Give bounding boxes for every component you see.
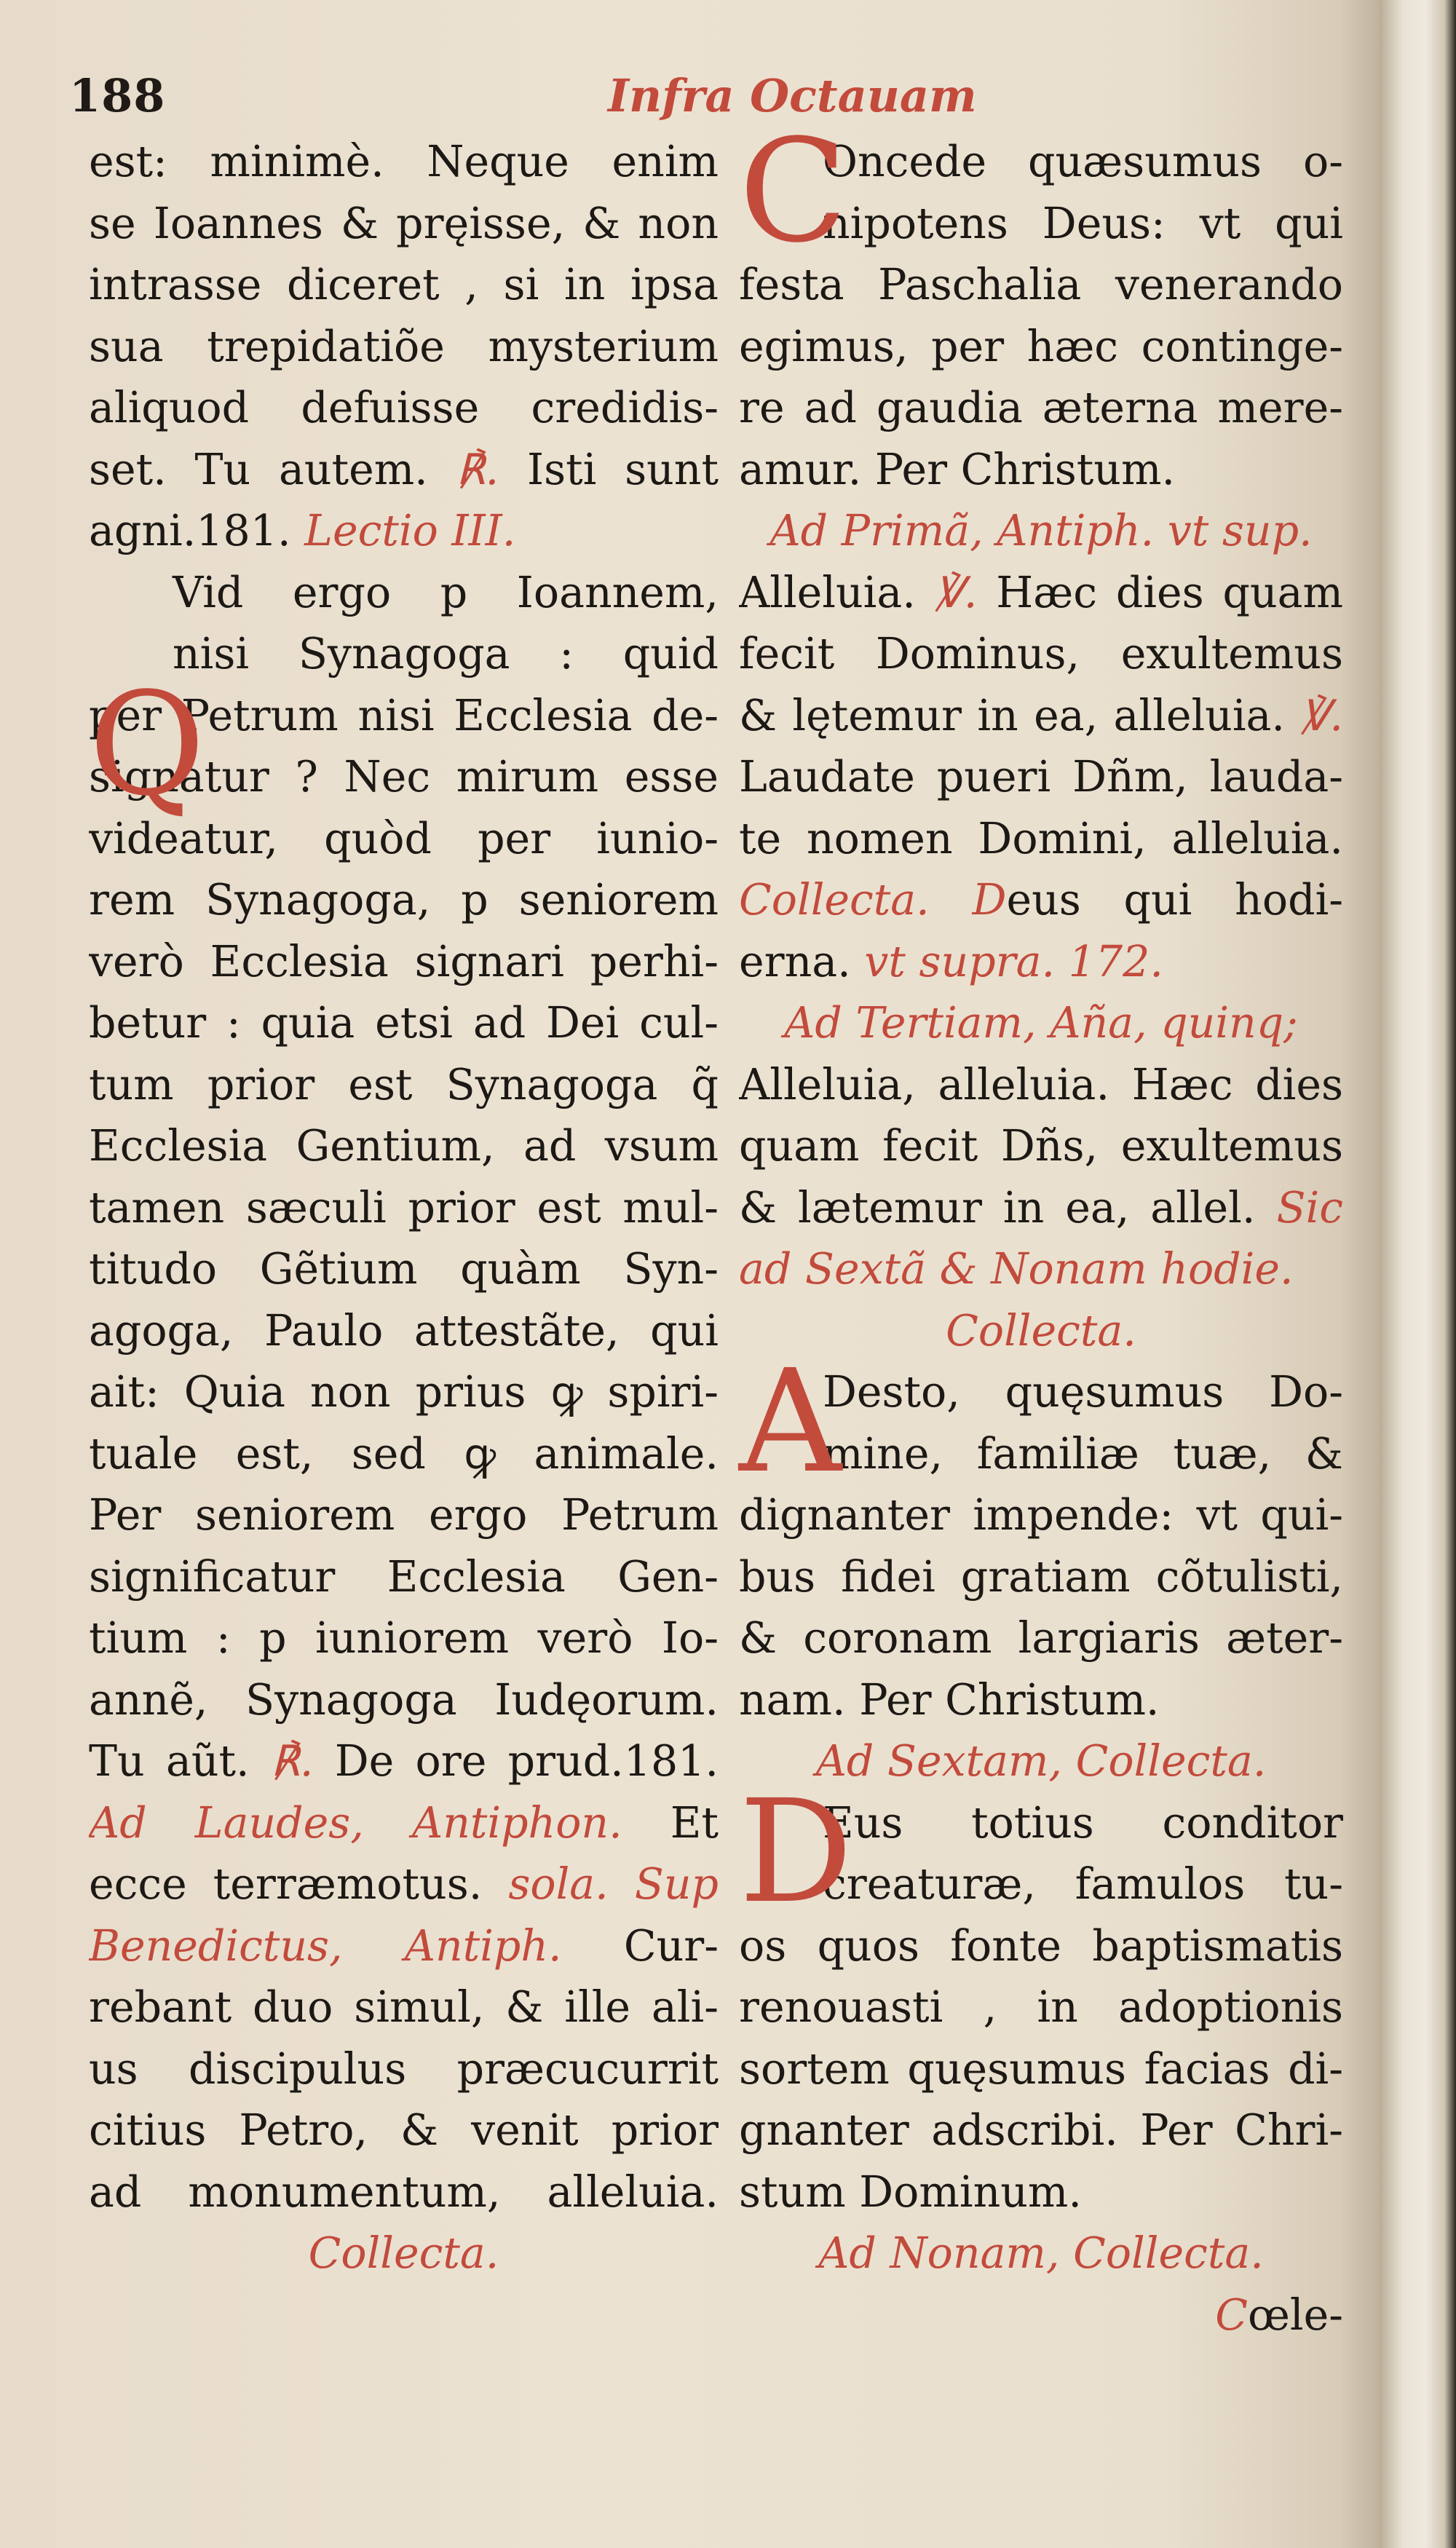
running-head [69,69,1380,135]
rubric-text: Sic [1276,1182,1343,1233]
text-line: Per seniorem ergo Petrum [89,1490,719,1540]
text-line: est: minimè. Neque enim [89,137,719,186]
text-line: re ad gaudia æterna mere- [739,383,1343,432]
text-line: rebant duo simul, & ille ali- [89,1982,719,2032]
text-line: nisi Synagoga : quid [173,629,719,678]
text-line: egimus, per hæc continge- [739,321,1343,371]
text-line: nam. Per Christum. [739,1674,1160,1725]
body-text: Tu aũt. [89,1736,271,1786]
text-line: dignanter impende: vt qui- [739,1490,1343,1540]
body-text: Hæc dies quam [977,567,1343,617]
text-line: stum Dominum. [739,2167,1082,2217]
text-line: gnanter adscribi. Per Chri- [739,2105,1343,2155]
text-line [89,2223,719,2284]
body-text: & lætemur in ea, allel. [739,1182,1277,1233]
text-line: citius Petro, & venit prior [89,2105,719,2155]
decorated-initial-a: A [739,1339,842,1504]
text-line [89,1730,719,1792]
body-text: Et [622,1797,719,1848]
body-text: Isti sunt [499,444,719,494]
rubric-text: Lectio III. [304,506,516,555]
text-line: quam fecit Dñs, exultemus [739,1121,1343,1171]
text-line [739,1177,1343,1239]
text-line: festa Paschalia venerando [739,260,1343,309]
text-line [89,1853,719,1915]
text-line: sortem quęsumus facias di- [739,2043,1343,2094]
text-line: tamen sæculi prior est mul- [89,1182,719,1233]
body-text: erna. [739,936,865,986]
text-line: tium : p iuniorem verò Io- [89,1613,719,1663]
body-text: & lętemur in ea, alleluia. [739,690,1301,740]
decorated-initial-c: C [739,108,848,274]
text-line: agoga, Paulo attestãte, qui [89,1305,719,1356]
rubric-text: vt supra. 172. [864,936,1163,986]
page-number: 188 [69,69,166,122]
text-line: se Ioannes & pręisse, & non [89,198,719,248]
body-text: ecce terræmotus. [89,1859,509,1909]
text-line: betur : quia etsi ad Dei cul- [89,998,719,1048]
text-line: Ecclesia Gentium, ad vsum [89,1121,719,1171]
rubric-text: ℣. [1300,690,1343,740]
facing-page-edge [1380,0,1456,2548]
body-text: De ore prud.181. [313,1736,719,1786]
rubric-text: Collecta. D [739,875,1007,925]
rubric-text: ℟. [270,1736,314,1786]
text-line: te nomen Domini, alleluia. [739,813,1343,863]
text-line [89,1792,719,1854]
text-line: ad monumentum, alleluia. [89,2167,719,2217]
left-text-column [89,131,719,2284]
body-text: agni.181. [89,506,305,555]
text-line: bus fidei gratiam cõtulisti, [739,1551,1343,1602]
text-line [739,562,1343,624]
rubric-text: ℟. [456,444,499,494]
text-line: os quos fonte baptismatis [739,1920,1343,1971]
body-text: eus qui hodi- [1006,875,1343,925]
body-text: Alleluia. [739,567,935,617]
body-text: œle- [1248,2290,1343,2340]
text-line: per Petrum nisi Ecclesia de- [89,690,719,740]
text-line: mine, familiæ tuæ, & [823,1428,1343,1479]
text-line: Oncede quæsumus o- [823,137,1343,186]
rubric-text: Ad Sextam, Collecta. [815,1736,1267,1786]
rubric-text: Ad Laudes, Antiphon. [89,1797,622,1848]
text-line [739,869,1343,931]
rubric-text: sola. Sup [508,1859,719,1909]
text-line: fecit Dominus, exultemus [739,629,1343,678]
text-line [89,439,719,501]
text-line [739,500,1343,562]
text-line: signatur ? Nec mirum esse [89,752,719,802]
text-line: rem Synagoga, p seniorem [89,875,719,925]
decorated-initial-q: Q [89,662,205,827]
text-line: creaturæ, famulos tu- [823,1859,1343,1909]
text-line: tuale est, sed ꝙ animale. [89,1428,719,1479]
rubric-text: ℣. [934,567,978,617]
text-line [89,500,719,562]
rubric-text: Ad Nonam, Collecta. [818,2228,1264,2278]
rubric-text: Ad Tertiam, Aña, quinq; [784,998,1298,1048]
text-line: significatur Ecclesia Gen- [89,1551,719,1602]
rubric-text: Ad Primã, Antiph. vt sup. [769,506,1313,555]
text-line [739,685,1343,747]
text-line [739,1238,1343,1300]
text-line: Vid ergo p Ioannem, [173,567,719,617]
text-line: titudo Gẽtium quàm Syn- [89,1244,719,1294]
text-line: Laudate pueri Dñm, lauda- [739,752,1343,802]
rubric-text: Benedictus, Antiph. [89,1920,562,1971]
text-line: annẽ, Synagoga Iudęorum. [89,1674,719,1725]
decorated-initial-d: D [739,1769,853,1934]
text-line: amur. Per Christum. [739,444,1176,494]
rubric-text: Collecta. [946,1305,1136,1356]
text-line: ait: Quia non prius ꝙ spiri- [89,1367,719,1417]
text-line: & coronam largiaris æter- [739,1613,1343,1663]
text-line [739,2223,1343,2284]
running-title: Infra Octauam [608,69,977,122]
text-line: verò Ecclesia signari perhi- [89,936,719,986]
text-line: us discipulus præcucurrit [89,2043,719,2094]
rubric-text: ad Sextã & Nonam hodie. [739,1244,1294,1294]
text-line: intrasse diceret , si in ipsa [89,260,719,309]
text-line: Alleluia, alleluia. Hæc dies [739,1059,1343,1109]
text-line [739,992,1343,1054]
text-line [739,2284,1343,2346]
rubric-text: Collecta. [308,2228,499,2278]
text-line: Eus totius conditor [823,1797,1343,1848]
text-line: tum prior est Synagoga q̃ [89,1059,719,1109]
body-text: Cur- [561,1920,719,1971]
text-line: sua trepidatiõe mysterium [89,321,719,371]
right-text-column [739,108,1343,2346]
text-line: renouasti , in adoptionis [739,1982,1343,2032]
text-line [89,1915,719,1977]
text-line: nipotens Deus: vt qui [823,198,1343,248]
text-line: Desto, quęsumus Do- [823,1367,1343,1417]
text-line: aliquod defuisse credidis- [89,383,719,432]
text-line [739,931,1343,993]
body-text: set. Tu autem. [89,444,456,494]
text-line: videatur, quòd per iunio- [89,813,719,863]
rubric-text: C [1215,2290,1249,2340]
